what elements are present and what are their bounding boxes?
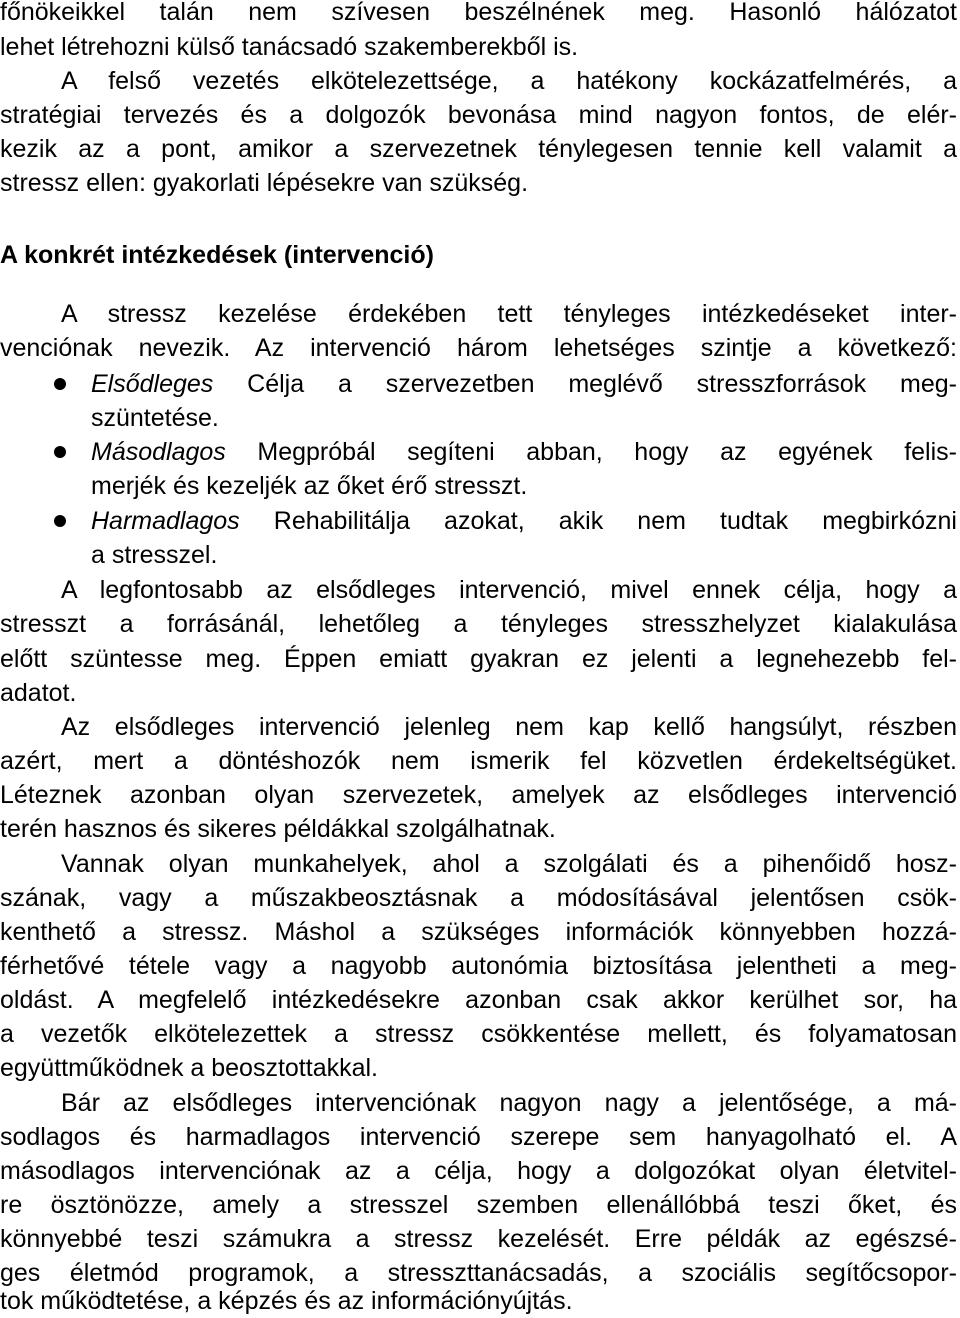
text-line: A stressz kezelése érdekében tett tényleges intézkedéseket inter- — [61, 300, 957, 328]
text-line: adatot. — [0, 679, 77, 707]
text-line: Vannak olyan munkahelyek, ahol a szolgálati és a pihenőidő hosz- — [61, 850, 957, 878]
text-line: tok működtetése, a képzés és az információnyújtás. — [0, 1287, 573, 1315]
bullet-text: Rehabilitálja azokat, akik nem tudtak megbirkózni — [239, 507, 957, 535]
section-heading: A konkrét intézkedések (intervenció) — [0, 241, 434, 269]
text-line: A felső vezetés elkötelezettsége, a hatékony kockázatfelmérés, a — [61, 67, 957, 95]
text-line: sodlagos és harmadlagos intervenció szerepe sem hanyagolható el. A — [0, 1123, 957, 1151]
text-line: Az elsődleges intervenció jelenleg nem kap kellő hangsúlyt, részben — [61, 713, 957, 741]
bullet-icon — [54, 515, 66, 527]
text-line: a vezetők elkötelezettek a stressz csökkentése mellett, és folyamatosan — [0, 1020, 957, 1048]
bullet-term: Másodlagos — [91, 438, 226, 466]
text-line: kenthető a stressz. Máshol a szükséges információk könnyebben hozzá- — [0, 918, 957, 946]
text-line: stressz ellen: gyakorlati lépésekre van szükség. — [0, 169, 529, 197]
text-line: stratégiai tervezés és a dolgozók bevonása mind nagyon fontos, de elér- — [0, 101, 957, 129]
text-line: terén hasznos és sikeres példákkal szolgálhatnak. — [0, 815, 556, 843]
text-line: oldást. A megfelelő intézkedésekre azonban csak akkor kerülhet sor, ha — [0, 986, 957, 1014]
text-line: venciónak nevezik. Az intervenció három lehetséges szintje a következő: — [0, 334, 957, 362]
text-line: lehet létrehozni külső tanácsadó szakemberekből is. — [0, 33, 579, 61]
text-line: Léteznek azonban olyan szervezetek, amelyek az elsődleges intervenció — [0, 781, 957, 809]
text-line: Bár az elsődleges intervenciónak nagyon nagy a jelentősége, a má- — [61, 1089, 957, 1117]
bullet-text: Célja a szervezetben meglévő stresszforrások meg- — [213, 370, 957, 398]
text-line: azért, mert a döntéshozók nem ismerik fel közvetlen érdekeltségüket. — [0, 747, 957, 775]
bullet-icon — [54, 446, 66, 458]
bullet-text: Megpróbál segíteni abban, hogy az egyének felis- — [225, 438, 957, 466]
bullet-term: Elsődleges — [91, 370, 214, 398]
text-line: A legfontosabb az elsődleges intervenció, mivel ennek célja, hogy a — [61, 576, 957, 604]
text-line: együttműködnek a beosztottakkal. — [0, 1054, 379, 1082]
text-line: másodlagos intervenciónak az a célja, hogy a dolgozókat olyan életvitel- — [0, 1157, 957, 1185]
text-line: ges életmód programok, a stresszttanácsadás, a szociális segítőcsopor- — [0, 1259, 957, 1287]
text-line: könnyebbé teszi számukra a stressz kezelését. Erre példák az egészsé- — [0, 1225, 957, 1253]
text-line: szának, vagy a műszakbeosztásnak a módosításával jelentősen csök- — [0, 884, 957, 912]
text-line: főnökeikkel talán nem szívesen beszélnének meg. Hasonló hálózatot — [0, 0, 957, 26]
text-line: stresszt a forrásánál, lehetőleg a tényleges stresszhelyzet kialakulása — [0, 610, 957, 638]
text-line: kezik az a pont, amikor a szervezetnek ténylegesen tennie kell valamit a — [0, 135, 957, 163]
text-line: előtt szüntesse meg. Éppen emiatt gyakran ez jelenti a legnehezebb fel- — [0, 645, 957, 673]
bullet-line — [91, 435, 957, 469]
text-line: férhetővé tétele vagy a nagyobb autonómia biztosítása jelentheti a meg- — [0, 952, 957, 980]
text-line: merjék és kezeljék az őket érő stresszt. — [91, 472, 528, 500]
text-line: a stresszel. — [91, 541, 218, 569]
bullet-line — [91, 367, 957, 401]
text-line: re ösztönözze, amely a stresszel szemben ellenállóbbá teszi őket, és — [0, 1191, 957, 1219]
bullet-line — [91, 504, 957, 538]
bullet-term: Harmadlagos — [91, 507, 240, 535]
text-line: szüntetése. — [91, 404, 219, 432]
bullet-icon — [54, 378, 66, 390]
